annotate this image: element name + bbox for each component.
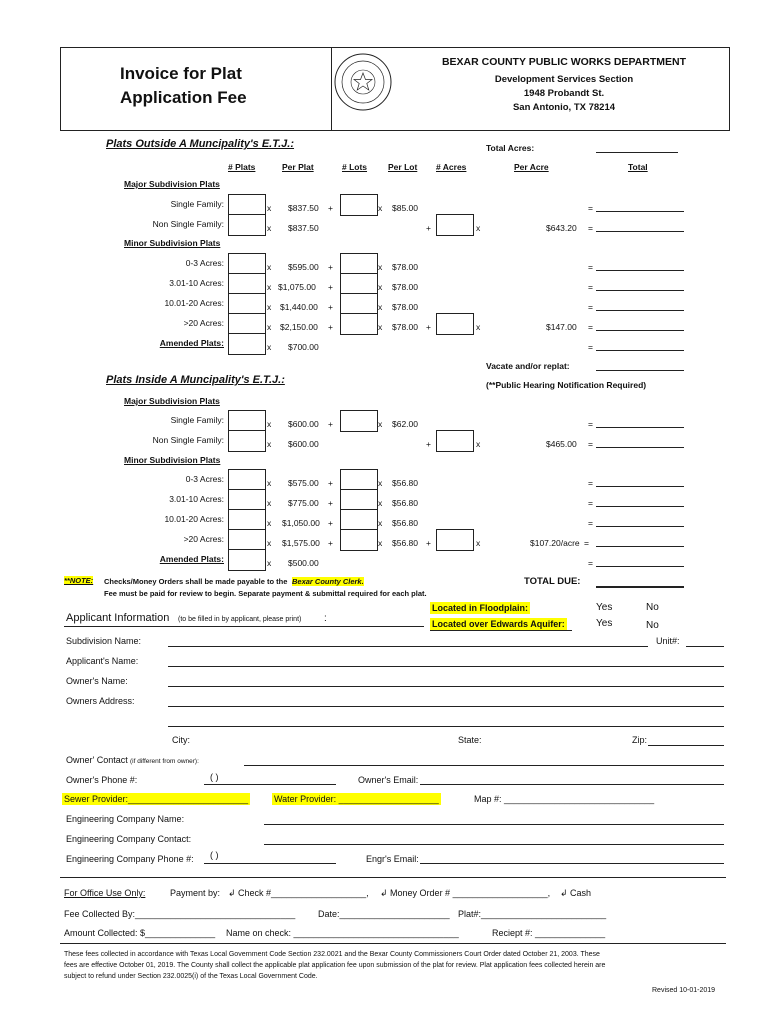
plus-sign: + [328,262,333,272]
inside-r2-per-plat: $775.00 [288,498,319,508]
receipt-field[interactable]: Reciept #: ______________ [492,928,606,938]
eng-contact-label: Engineering Company Contact: [66,834,192,844]
inside-r2-per-lot: $56.80 [392,498,418,508]
footer-line1: These fees collected in accordance with Texas Local Government Code Section 232.0021 and the Bexar County Commissioners Court Order dated October 21, 2003. These [64,951,600,958]
equals-sign: = [588,558,593,568]
outside-non-single-plats-box[interactable] [228,214,266,236]
inside-amended-total[interactable] [596,566,684,567]
inside-r3-lots-box[interactable] [340,509,378,531]
inside-major-label: Major Subdivision Plats [124,396,220,406]
inside-non-single-acres-box[interactable] [436,430,474,452]
floodplain-yes[interactable]: Yes [596,602,613,613]
col-lots: # Lots [342,162,368,172]
equals-sign: = [588,282,593,292]
outside-r4-label: >20 Acres: [183,318,224,328]
applicant-name-field[interactable] [168,666,724,667]
outside-r1-total[interactable] [596,270,684,271]
inside-r2-plats-box[interactable] [228,489,266,511]
times-sign: x [378,419,383,429]
inside-single-family-plats-box[interactable] [228,410,266,432]
owner-phone-field[interactable] [204,784,336,785]
outside-amended-per-plat: $700.00 [288,342,319,352]
outside-single-family-total[interactable] [596,211,684,212]
outside-r3-plats-box[interactable] [228,293,266,315]
inside-r4-acres-box[interactable] [436,529,474,551]
plat-number-field[interactable]: Plat#:_________________________ [458,909,607,919]
revised-date: Revised 10-01-2019 [652,987,716,994]
total-acres-label: Total Acres: [486,143,535,153]
outside-r4-acres-box[interactable] [436,313,474,335]
outside-r2-per-lot: $78.00 [392,282,418,292]
plus-sign: + [328,203,333,213]
times-sign: x [267,203,272,213]
outside-single-family-lots-box[interactable] [340,194,378,216]
money-order-option[interactable]: ↲ Money Order # ___________________, [380,888,551,898]
times-sign: x [267,322,272,332]
hearing-note: (**Public Hearing Notification Required) [486,380,647,390]
dept-address1: 1948 Probandt St. [523,88,605,99]
inside-r4-total[interactable] [596,546,684,547]
outside-single-family-plats-box[interactable] [228,194,266,216]
inside-r4-per-acre: $107.20/acre [530,538,580,548]
owner-email-label: Owner's Email: [358,775,419,785]
plus-sign: + [328,302,333,312]
outside-r1-label: 0-3 Acres: [185,258,224,268]
equals-sign: = [588,342,593,352]
times-sign: x [267,419,272,429]
times-sign: x [476,322,481,332]
outside-r4-plats-box[interactable] [228,313,266,335]
aquifer-label: Located over Edwards Aquifer: [432,619,565,629]
outside-r4-lots-box[interactable] [340,313,378,335]
inside-r3-total[interactable] [596,526,684,527]
outside-non-single-per-plat: $837.50 [288,223,319,233]
inside-r2-label: 3.01-10 Acres: [169,494,224,504]
note-clerk: Bexar County Clerk. [292,577,364,586]
times-sign: x [267,538,272,548]
plus-sign: + [328,419,333,429]
applicant-sub: (to be filled in by applicant, please print) [178,616,302,623]
eng-contact-field[interactable] [264,844,724,845]
equals-sign: = [588,518,593,528]
applicant-heading-rule [64,626,424,627]
outside-major-label: Major Subdivision Plats [124,179,220,189]
dept-section: Development Services Section [494,74,634,85]
times-sign: x [267,478,272,488]
times-sign: x [267,282,272,292]
fee-collected-field[interactable]: Fee Collected By:________________________________ [64,909,296,919]
outside-single-family-per-plat: $837.50 [288,203,319,213]
note-label: **NOTE: [64,576,94,585]
total-due-label: TOTAL DUE: [524,576,581,587]
plus-sign: + [426,223,431,233]
times-sign: x [476,439,481,449]
inside-amended-label: Amended Plats: [159,554,224,564]
outside-r2-lots-box[interactable] [340,273,378,295]
subdivision-field[interactable] [168,646,648,647]
zip-label: Zip: [632,735,648,745]
inside-amended-plats-box[interactable] [228,549,266,571]
inside-r1-label: 0-3 Acres: [185,474,224,484]
vacate-label: Vacate and/or replat: [486,361,570,371]
times-sign: x [378,322,383,332]
inside-non-single-per-plat: $600.00 [288,439,319,449]
times-sign: x [267,439,272,449]
owner-contact-sub: (if different from owner): [130,758,199,765]
footer-line3: subject to refund under Section 232.0025(i) of the Texas Local Government Code. [64,973,318,980]
inside-r1-plats-box[interactable] [228,469,266,491]
office-use-label: For Office Use Only: [64,888,146,898]
owner-contact-field[interactable] [244,765,724,766]
equals-sign: = [588,419,593,429]
inside-heading: Plats Inside A Muncipality's E.T.J.: [106,374,285,386]
outside-r4-per-acre: $147.00 [546,322,577,332]
equals-sign: = [588,262,593,272]
col-per-acre: Per Acre [514,162,549,172]
vacate-field[interactable] [596,370,684,371]
times-sign: x [267,558,272,568]
times-sign: x [267,498,272,508]
inside-single-family-per-plat: $600.00 [288,419,319,429]
times-sign: x [476,223,481,233]
footer-line2: fees are effective October 01, 2019. The County shall collect the applicable plat application fee upon submission of the plat for review. Plat application fees collected herein are [64,962,606,969]
inside-r4-plats-box[interactable] [228,529,266,551]
plus-sign: + [328,282,333,292]
owner-name-label: Owner's Name: [66,676,128,686]
outside-r1-lots-box[interactable] [340,253,378,275]
water-provider-field[interactable]: Water Provider: ____________________ [274,794,439,804]
inside-r3-label: 10.01-20 Acres: [164,514,224,524]
applicant-colon: : [324,613,327,624]
cash-option[interactable]: ↲ Cash [560,888,592,898]
amount-collected-field[interactable]: Amount Collected: $______________ [64,928,216,938]
eng-name-field[interactable] [264,824,724,825]
outside-r4-per-plat: $2,150.00 [280,322,318,332]
inside-r4-per-lot: $56.80 [392,538,418,548]
times-sign: x [378,478,383,488]
inside-r4-label: >20 Acres: [183,534,224,544]
outside-r2-plats-box[interactable] [228,273,266,295]
inside-r1-lots-box[interactable] [340,469,378,491]
inside-non-single-total[interactable] [596,447,684,448]
times-sign: x [267,223,272,233]
eng-name-label: Engineering Company Name: [66,814,185,824]
title-line2: Application Fee [120,88,247,107]
zip-field[interactable] [648,745,724,746]
eng-phone-field[interactable] [204,863,336,864]
inside-amended-per-plat: $500.00 [288,558,319,568]
inside-single-family-lots-box[interactable] [340,410,378,432]
times-sign: x [378,302,383,312]
owner-address-label: Owners Address: [66,696,135,706]
name-on-check-field[interactable]: Name on check: _________________________________ [226,928,459,938]
inside-single-family-per-lot: $62.00 [392,419,418,429]
col-per-plat: Per Plat [282,162,314,172]
office-top-rule [60,877,726,878]
outside-heading: Plats Outside A Muncipality's E.T.J.: [106,138,295,150]
equals-sign: = [584,538,589,548]
times-sign: x [378,262,383,272]
owner-email-field[interactable] [420,784,724,785]
inside-r1-total[interactable] [596,486,684,487]
plus-sign: + [426,538,431,548]
applicant-name-label: Applicant's Name: [66,656,139,666]
owner-phone-paren: ( ) [210,772,219,782]
times-sign: x [378,203,383,213]
outside-r3-lots-box[interactable] [340,293,378,315]
eng-phone-paren: ( ) [210,850,219,860]
floodplain-label: Located in Floodplain: [432,603,528,613]
owner-contact-label: Owner' Contact [66,755,128,765]
plus-sign: + [328,498,333,508]
office-bottom-rule [60,943,726,944]
plus-sign: + [426,322,431,332]
times-sign: x [378,538,383,548]
inside-r3-per-lot: $56.80 [392,518,418,528]
col-plats: # Plats [228,162,256,172]
payment-by-label: Payment by: [170,888,221,898]
times-sign: x [378,518,383,528]
outside-minor-label: Minor Subdivision Plats [124,238,221,248]
equals-sign: = [588,223,593,233]
owner-phone-label: Owner's Phone #: [66,775,138,785]
plus-sign: + [328,478,333,488]
engr-email-field[interactable] [420,863,724,864]
outside-non-single-total[interactable] [596,231,684,232]
map-field[interactable]: Map #: ______________________________ [474,794,655,804]
aquifer-yes[interactable]: Yes [596,618,613,629]
outside-single-family-per-lot: $85.00 [392,203,418,213]
outside-r4-total[interactable] [596,330,684,331]
aquifer-rule [430,630,572,631]
times-sign: x [267,302,272,312]
outside-r2-per-plat: $1,075.00 [278,282,316,292]
equals-sign: = [588,302,593,312]
outside-non-single-acres-box[interactable] [436,214,474,236]
county-seal-icon [332,52,394,112]
eng-phone-label: Engineering Company Phone #: [66,854,194,864]
times-sign: x [267,342,272,352]
inside-single-family-total[interactable] [596,427,684,428]
outside-non-single-per-acre: $643.20 [546,223,577,233]
check-option[interactable]: ↲ Check #___________________, [228,888,369,898]
outside-r3-per-plat: $1,440.00 [280,302,318,312]
outside-r4-per-lot: $78.00 [392,322,418,332]
dept-name: BEXAR COUNTY PUBLIC WORKS DEPARTMENT [441,56,687,68]
unit-field[interactable] [686,646,724,647]
floodplain-no[interactable]: No [646,602,659,613]
outside-r1-per-lot: $78.00 [392,262,418,272]
inside-r2-total[interactable] [596,506,684,507]
outside-r3-per-lot: $78.00 [392,302,418,312]
times-sign: x [267,262,272,272]
plus-sign: + [328,518,333,528]
outside-non-single-label: Non Single Family: [152,219,224,229]
outside-r3-total[interactable] [596,310,684,311]
times-sign: x [476,538,481,548]
city-label: City: [172,735,190,745]
applicant-heading: Applicant Information [66,612,170,624]
inside-r4-lots-box[interactable] [340,529,378,551]
inside-non-single-per-acre: $465.00 [546,439,577,449]
inside-r1-per-plat: $575.00 [288,478,319,488]
outside-single-family-label: Single Family: [170,199,224,209]
equals-sign: = [588,203,593,213]
subdivision-label: Subdivision Name: [66,636,142,646]
inside-r3-plats-box[interactable] [228,509,266,531]
plus-sign: + [328,538,333,548]
col-acres: # Acres [436,162,467,172]
col-total: Total [628,162,648,172]
engr-email-label: Engr's Email: [366,854,419,864]
owner-address-field[interactable] [168,706,724,707]
date-field[interactable]: Date:______________________ [318,909,450,919]
inside-r2-lots-box[interactable] [340,489,378,511]
unit-label: Unit#: [656,636,680,646]
note-text2: Fee must be paid for review to begin. Separate payment & submittal required for each plat. [104,589,427,598]
plus-sign: + [328,322,333,332]
inside-r4-per-plat: $1,575.00 [282,538,320,548]
col-per-lot: Per Lot [388,162,418,172]
owner-address-field-2[interactable] [168,726,724,727]
outside-r1-per-plat: $595.00 [288,262,319,272]
equals-sign: = [588,498,593,508]
equals-sign: = [588,322,593,332]
equals-sign: = [588,439,593,449]
outside-amended-plats-box[interactable] [228,333,266,355]
dept-address2: San Antonio, TX 78214 [512,102,616,113]
state-label: State: [458,735,482,745]
inside-r3-per-plat: $1,050.00 [282,518,320,528]
sewer-provider-field[interactable]: Sewer Provider:________________________ [64,794,249,804]
inside-minor-label: Minor Subdivision Plats [124,455,221,465]
title-line1: Invoice for Plat [120,64,242,83]
times-sign: x [267,518,272,528]
outside-r3-label: 10.01-20 Acres: [164,298,224,308]
outside-amended-total[interactable] [596,350,684,351]
equals-sign: = [588,478,593,488]
times-sign: x [378,498,383,508]
plus-sign: + [426,439,431,449]
note-text1: Checks/Money Orders shall be made payable to the [104,577,288,586]
total-due-field[interactable] [596,586,684,588]
owner-name-field[interactable] [168,686,724,687]
inside-non-single-label: Non Single Family: [152,435,224,445]
outside-r1-plats-box[interactable] [228,253,266,275]
total-acres-field[interactable] [596,152,678,153]
outside-r2-label: 3.01-10 Acres: [169,278,224,288]
outside-r2-total[interactable] [596,290,684,291]
inside-single-family-label: Single Family: [170,415,224,425]
outside-amended-label: Amended Plats: [159,338,224,348]
aquifer-no[interactable]: No [646,620,659,631]
times-sign: x [378,282,383,292]
inside-non-single-plats-box[interactable] [228,430,266,452]
inside-r1-per-lot: $56.80 [392,478,418,488]
